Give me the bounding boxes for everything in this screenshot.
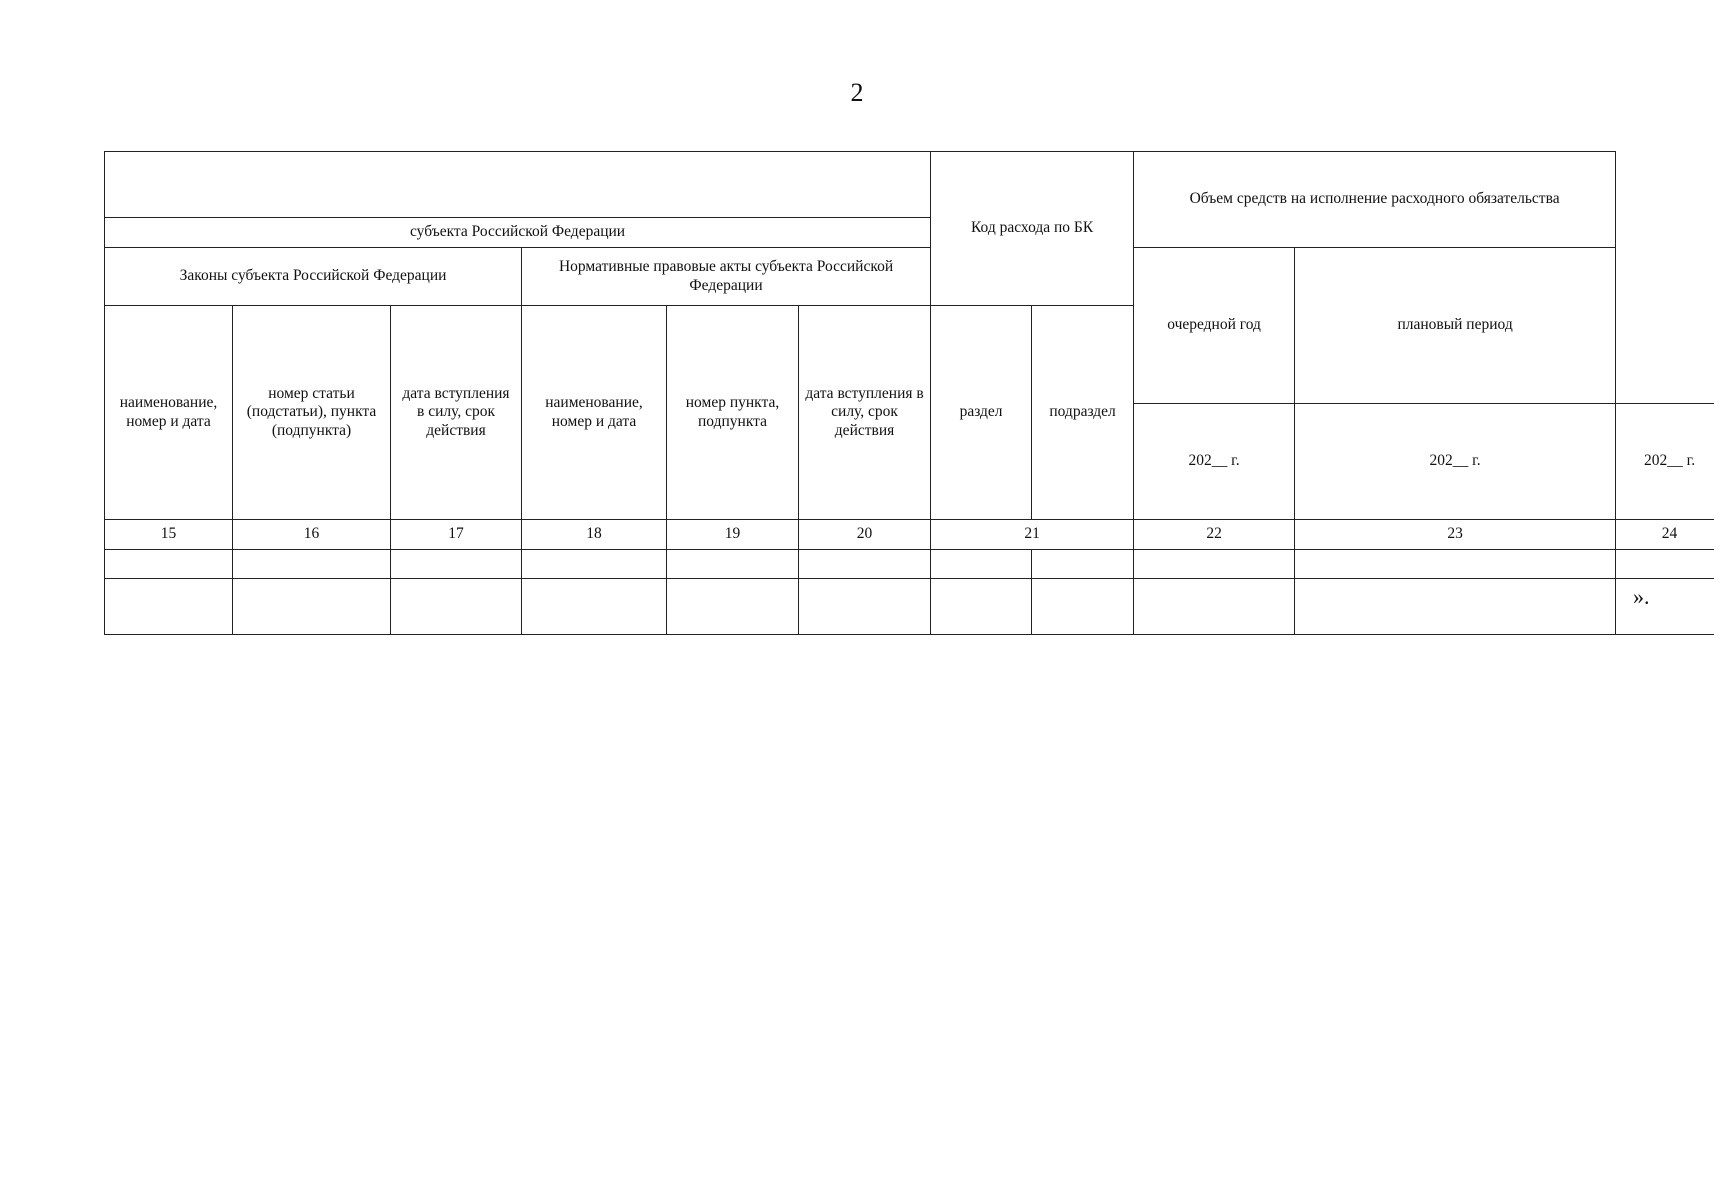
- table-cell: [1295, 550, 1616, 579]
- table-cell: [931, 579, 1032, 635]
- column-number: 15: [105, 520, 233, 550]
- expenditure-obligations-table: [104, 151, 1714, 635]
- section-header: раздел: [931, 306, 1032, 520]
- table-cell: [1032, 550, 1134, 579]
- year-3-header: 202__ г.: [1616, 404, 1714, 520]
- table-cell: [391, 550, 522, 579]
- table-cell: [522, 579, 667, 635]
- table-cell: [667, 550, 799, 579]
- table-row: [105, 579, 1714, 635]
- table-cell: [667, 579, 799, 635]
- column-number: 20: [799, 520, 931, 550]
- law-name-header: наименование, номер и дата: [105, 306, 233, 520]
- blank-header-cell: [105, 152, 931, 218]
- page-number: 2: [850, 78, 864, 107]
- budget-code-header: Код расхода по БК: [931, 152, 1134, 306]
- table-cell: [391, 579, 522, 635]
- next-year-header: очередной год: [1134, 248, 1295, 404]
- column-number: 17: [391, 520, 522, 550]
- table-row: [105, 550, 1714, 579]
- expenditure-volume-header: Объем средств на исполнение расходного обязательства: [1134, 152, 1616, 248]
- table-cell: [105, 550, 233, 579]
- table-cell: [1616, 550, 1714, 579]
- table-cell: [233, 550, 391, 579]
- column-number: 19: [667, 520, 799, 550]
- table-cell: [1032, 579, 1134, 635]
- act-name-header: наименование, номер и дата: [522, 306, 667, 520]
- column-number: 24: [1616, 520, 1714, 550]
- closing-quote-mark: ».: [1633, 584, 1650, 609]
- table-cell: [931, 550, 1032, 579]
- column-number: 18: [522, 520, 667, 550]
- year-1-header: 202__ г.: [1134, 404, 1295, 520]
- column-number: 23: [1295, 520, 1616, 550]
- table-cell: [1616, 579, 1714, 635]
- table-cell: [799, 579, 931, 635]
- column-number: 22: [1134, 520, 1295, 550]
- column-number-row: [105, 520, 1714, 550]
- column-number: 21: [931, 520, 1134, 550]
- year-2-header: 202__ г.: [1295, 404, 1616, 520]
- act-clause-header: номер пункта, подпункта: [667, 306, 799, 520]
- subject-header: субъекта Российской Федерации: [105, 218, 931, 248]
- act-effective-date-header: дата вступления в силу, срок действия: [799, 306, 931, 520]
- law-effective-date-header: дата вступления в силу, срок действия: [391, 306, 522, 520]
- table-cell: [233, 579, 391, 635]
- column-number: 16: [233, 520, 391, 550]
- table-cell: [105, 579, 233, 635]
- table-cell: [1295, 579, 1616, 635]
- planning-period-header: плановый период: [1295, 248, 1616, 404]
- normative-acts-header: Нормативные правовые акты субъекта Российской Федерации: [522, 248, 931, 306]
- subsection-header: подраздел: [1032, 306, 1134, 520]
- table-cell: [1134, 550, 1295, 579]
- table-cell: [1134, 579, 1295, 635]
- table-cell: [799, 550, 931, 579]
- laws-header: Законы субъекта Российской Федерации: [105, 248, 522, 306]
- law-article-header: номер статьи (подстатьи), пункта (подпункта): [233, 306, 391, 520]
- table-cell: [522, 550, 667, 579]
